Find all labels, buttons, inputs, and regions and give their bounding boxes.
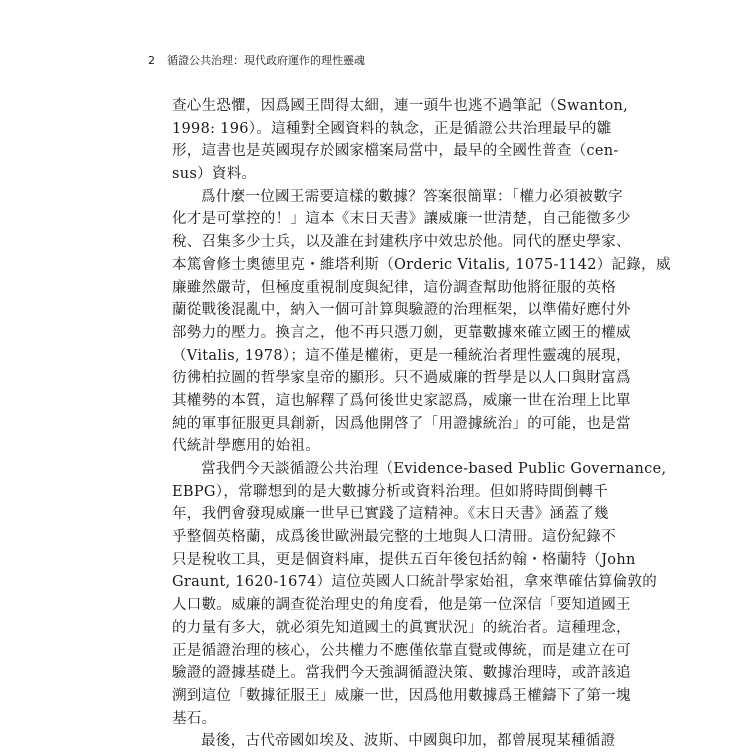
text-line: 當我們今天談循證公共治理（Evidence-based Public Governance, xyxy=(201,461,667,477)
text-line: 本篤會修士奧德里克・維塔利斯（Orderic Vitalis, 1075-1142）記錄，威 xyxy=(172,256,671,273)
text-line: 部勢力的壓力。換言之，他不再只憑刀劍，更靠數據來確立國王的權威 xyxy=(172,324,631,341)
text-line: 溯到這位「數據征服王」威廉一世，因爲他用數據爲王權鑄下了第一塊 xyxy=(172,687,631,704)
text-line: 稅、召集多少士兵，以及誰在封建秩序中效忠於他。同代的歷史學家、 xyxy=(172,234,631,251)
text-line: Graunt, 1620-1674）這位英國人口統計學家始祖，拿來準確估算倫敦的 xyxy=(172,574,658,591)
text-line: 的力量有多大，就必須先知道國土的眞實狀況」的統治者。這種理念， xyxy=(172,619,631,636)
text-line: 基石。 xyxy=(172,710,217,727)
text-line: 形，這書也是英國現存於國家檔案局當中，最早的全國性普查（cen- xyxy=(172,143,619,160)
text-line: 化才是可掌控的！」這本《末日天書》讓威廉一世清楚，自己能徵多少 xyxy=(172,211,631,228)
text-line: （Vitalis, 1978）；這不僅是權術，更是一種統治者理性靈魂的展現， xyxy=(172,347,631,364)
text-line: 查心生恐懼，因爲國王問得太細，連一頭牛也逃不過筆記（Swanton, xyxy=(172,98,629,114)
page-number: 2 xyxy=(148,54,155,67)
paragraph xyxy=(172,95,629,186)
paragraph xyxy=(172,186,671,458)
text-line: 人口數。威廉的調查從治理史的角度看，他是第一位深信「要知道國王 xyxy=(172,597,631,614)
paragraph xyxy=(172,730,616,753)
text-line: EBPG），常聯想到的是大數據分析或資料治理。但如將時間倒轉千 xyxy=(172,483,609,500)
paragraph xyxy=(172,458,667,730)
text-line: 1998: 196）。這種對全國資料的執念，正是循證公共治理最早的雛 xyxy=(172,120,612,137)
text-line: 彷彿柏拉圖的哲學家皇帝的顯形。只不過威廉的哲學是以人口與財富爲 xyxy=(172,370,631,387)
text-line: 爲什麼一位國王需要這樣的數據？答案很簡單：「權力必須被數字 xyxy=(201,188,623,205)
text-line: 廉雖然嚴苛，但極度重視制度與紀律，這份調查幫助他將征服的英格 xyxy=(172,279,616,296)
text-line: 蘭從戰後混亂中，納入一個可計算與驗證的治理框架，以準備好應付外 xyxy=(172,302,631,319)
running-header xyxy=(148,52,365,68)
text-line: 代統計學應用的始祖。 xyxy=(172,438,320,455)
text-line: 純的軍事征服更具創新，因爲他開啓了「用證據統治」的可能，也是當 xyxy=(172,415,631,432)
text-line: 其權勢的本質，這也解釋了爲何後世史家認爲，威廉一世在治理上比單 xyxy=(172,392,631,409)
text-line: 最後，古代帝國如埃及、波斯、中國與印加，都曾展現某種循證 xyxy=(201,733,616,750)
body-text xyxy=(172,95,671,753)
text-line: 驗證的證據基礎上。當我們今天強調循證決策、數據治理時，或許該追 xyxy=(172,665,631,682)
text-line: sus）資料。 xyxy=(172,166,257,183)
text-line: 年，我們會發現威廉一世早已實踐了這精神。《末日天書》涵蓋了幾 xyxy=(172,506,609,523)
text-line: 乎整個英格蘭，成爲後世歐洲最完整的土地與人口清冊。這份紀錄不 xyxy=(172,529,616,546)
text-line: 只是稅收工具，更是個資料庫，提供五百年後包括約翰・格蘭特（John xyxy=(172,551,636,568)
text-line: 正是循證治理的核心，公共權力不應僅依靠直覺或傳統，而是建立在可 xyxy=(172,642,631,659)
running-title: 循證公共治理：現代政府運作的理性靈魂 xyxy=(167,54,365,67)
